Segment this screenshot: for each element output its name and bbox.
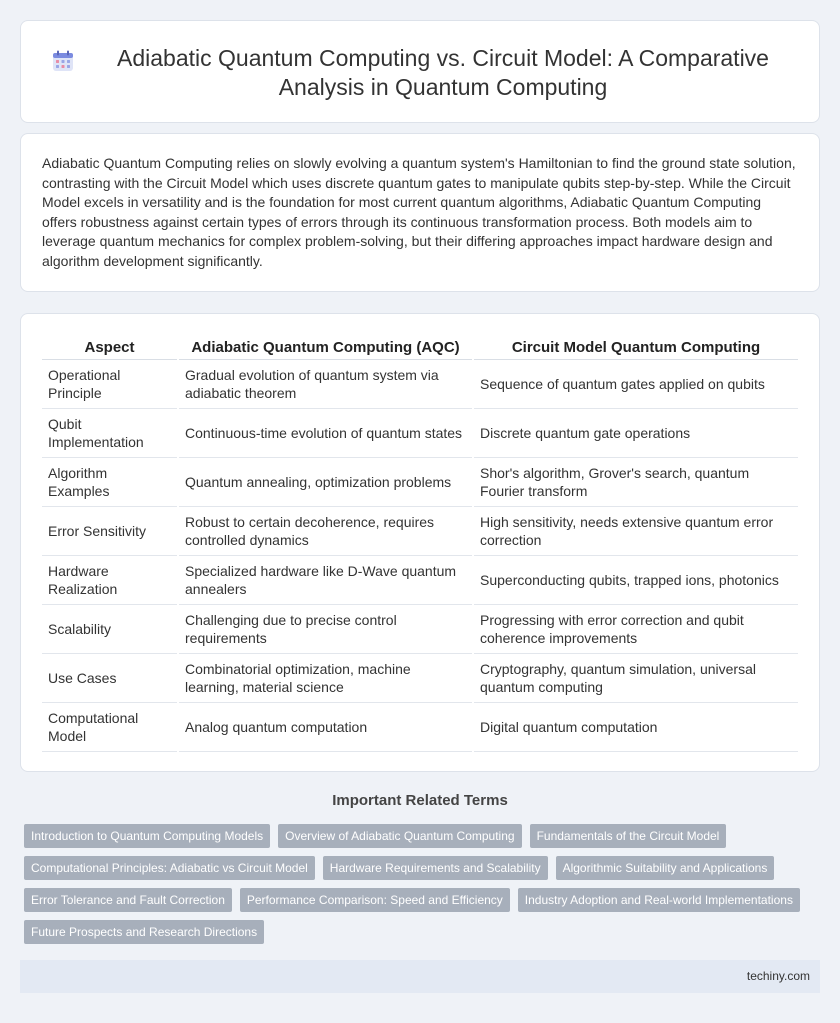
table-row [42,653,798,702]
related-term-tag[interactable]: Algorithmic Suitability and Applications [556,856,775,880]
table-cell: Gradual evolution of quantum system via adiabatic theorem [178,359,473,408]
intro-card [20,133,820,292]
table-cell: Combinatorial optimization, machine learning, material science [178,653,473,702]
table-cell: Algorithm Examples [42,457,178,506]
table-cell: Qubit Implementation [42,408,178,457]
table-cell: Superconducting qubits, trapped ions, photonics [473,555,798,604]
table-cell: Progressing with error correction and qubit coherence improvements [473,604,798,653]
table-cell: Specialized hardware like D-Wave quantum annealers [178,555,473,604]
table-row [42,408,798,457]
table-cell: Operational Principle [42,359,178,408]
footer-site-link[interactable]: techiny.com [746,969,810,983]
table-cell: High sensitivity, needs extensive quantum error correction [473,506,798,555]
related-term-tag[interactable]: Industry Adoption and Real-world Implementations [518,888,800,912]
table-cell: Discrete quantum gate operations [473,408,798,457]
table-cell: Error Sensitivity [42,506,178,555]
table-cell: Scalability [42,604,178,653]
column-header: Adiabatic Quantum Computing (AQC) [178,333,473,359]
related-term-tag[interactable]: Error Tolerance and Fault Correction [24,888,232,912]
table-cell: Shor's algorithm, Grover's search, quantum Fourier transform [473,457,798,506]
table-row [42,457,798,506]
table-cell: Use Cases [42,653,178,702]
column-header: Aspect [42,333,178,359]
table-cell: Robust to certain decoherence, requires controlled dynamics [178,506,473,555]
table-cell: Analog quantum computation [178,702,473,751]
related-term-tag[interactable]: Computational Principles: Adiabatic vs Circuit Model [24,856,315,880]
table-cell: Continuous-time evolution of quantum states [178,408,473,457]
table-header-row [42,333,798,359]
table-row [42,359,798,408]
table-cell: Challenging due to precise control requirements [178,604,473,653]
table-cell: Quantum annealing, optimization problems [178,457,473,506]
comparison-table-card [20,313,820,772]
related-term-tag[interactable]: Fundamentals of the Circuit Model [530,824,727,848]
table-cell: Cryptography, quantum simulation, universal quantum computing [473,653,798,702]
table-cell: Computational Model [42,702,178,751]
related-terms-heading: Important Related Terms [332,792,508,809]
table-row [42,506,798,555]
table-cell: Sequence of quantum gates applied on qubits [473,359,798,408]
related-term-tag[interactable]: Overview of Adiabatic Quantum Computing [278,824,521,848]
table-row [42,702,798,751]
comparison-table [42,333,798,752]
table-cell: Hardware Realization [42,555,178,604]
page-title: Adiabatic Quantum Computing vs. Circuit Model: A Comparative Analysis in Quantum Computing [117,45,769,100]
table-row [42,604,798,653]
title-card [20,20,820,123]
column-header: Circuit Model Quantum Computing [473,333,798,359]
footer [20,960,820,993]
intro-paragraph: Adiabatic Quantum Computing relies on slowly evolving a quantum system's Hamiltonian to find the ground state solution, contrasting with the Circuit Model which uses discrete quantum gates to manipulate qubits step-by-step. While the Circuit Model excels in versatility and is the foundation for most current quantum algorithms, Adiabatic Quantum Computing offers robustness against certain types of errors through its continuous transformation process. Both models aim to leverage quantum mechanics for complex problem-solving, but their differing approaches impact hardware design and algorithm development significantly. [42,155,796,269]
related-term-tag[interactable]: Future Prospects and Research Directions [24,920,264,944]
related-term-tag[interactable]: Performance Comparison: Speed and Efficiency [240,888,510,912]
related-term-tag[interactable]: Introduction to Quantum Computing Models [24,824,270,848]
table-row [42,555,798,604]
related-term-tag[interactable]: Hardware Requirements and Scalability [323,856,548,880]
calendar-icon [51,49,75,73]
related-terms-list [24,824,816,944]
table-cell: Digital quantum computation [473,702,798,751]
